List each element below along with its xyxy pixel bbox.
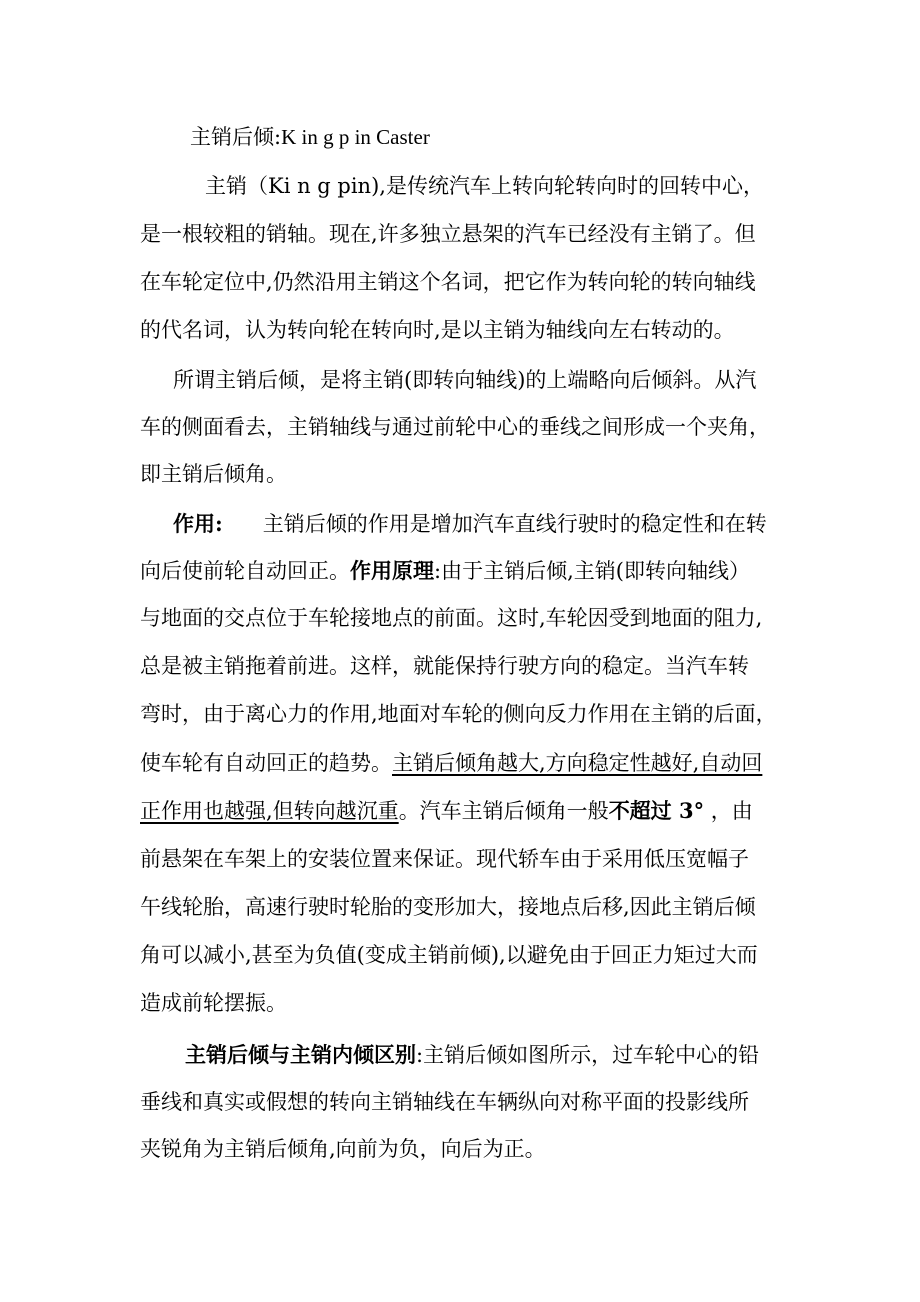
paragraph-2-line-3	[140, 460, 287, 488]
heading-label-en: K in g p in Caster	[281, 125, 430, 149]
paragraph-1-line-3	[140, 268, 756, 296]
text: ，由	[704, 799, 753, 823]
text: 夹锐角为主销后倾角,向前为负，向后为正。	[140, 1137, 546, 1161]
paragraph-3-line-1	[173, 510, 767, 538]
principle-label: 作用原理	[350, 558, 434, 583]
text: 主销后倾的作用是增加汽车直线行驶时的稳定性和在转	[262, 512, 767, 536]
text: 使车轮有自动回正的趋势。	[140, 751, 392, 775]
paragraph-3-line-10	[140, 941, 758, 969]
paragraph-1-line-2	[140, 220, 756, 248]
text: 在车轮定位中,仍然沿用主销这个名词，把它作为转向轮的转向轴线	[140, 270, 756, 294]
text: 总是被主销拖着前进。这样，就能保持行驶方向的稳定。当汽车转	[140, 654, 749, 678]
paragraph-4-line-1	[185, 1041, 759, 1069]
text: 。汽车主销后倾角一般	[398, 799, 609, 823]
paragraph-1-line-4	[140, 316, 735, 344]
text: 午线轮胎，高速行驶时轮胎的变形加大，接地点后移,因此主销后倾	[140, 895, 756, 919]
paragraph-2-line-1	[173, 366, 756, 394]
paragraph-3-line-6	[140, 749, 762, 777]
paragraph-4-line-2	[140, 1088, 749, 1116]
paragraph-3-line-2	[140, 557, 750, 585]
text: 是一根较粗的销轴。现在,许多独立悬架的汽车已经没有主销了。但	[140, 222, 756, 246]
text: 所谓主销后倾，是将主销(即转向轴线)的上端略向后倾斜。从汽	[173, 368, 757, 392]
paragraph-1-line-1	[205, 172, 764, 200]
text: 向后使前轮自动回正。	[140, 559, 350, 583]
text: 弯时，由于离心力的作用,地面对车轮的侧向反力作用在主销的后面，	[140, 702, 777, 726]
text: 造成前轮摆振。	[140, 991, 287, 1015]
paragraph-3-line-3	[140, 604, 762, 632]
heading-label-cn: 主销后倾:	[190, 125, 282, 149]
text: 的代名词，认为转向轮在转向时,是以主销为轴线向左右转动的。	[140, 318, 735, 342]
underlined-text: 主销后倾角越大,方向稳定性越好,自动回	[392, 751, 763, 775]
text: 车的侧面看去，主销轴线与通过前轮中心的垂线之间形成一个夹角，	[140, 415, 770, 439]
section-heading	[190, 123, 430, 151]
paragraph-2-line-2	[140, 413, 770, 441]
underlined-text: 正作用也越强,但转向越沉重	[140, 799, 399, 823]
text: 与地面的交点位于车轮接地点的前面。这时,车轮因受到地面的阻力,	[140, 606, 763, 630]
paragraph-3-line-8	[140, 845, 749, 873]
text: 前悬架在车架上的安装位置来保证。现代轿车由于采用低压宽幅子	[140, 847, 749, 871]
bold-text: 不超过 3°	[608, 798, 705, 823]
paragraph-3-line-11	[140, 989, 287, 1017]
text: :主销后倾如图所示，过车轮中心的铅	[416, 1043, 760, 1067]
text: :由于主销后倾,主销(即转向轴线）	[434, 559, 750, 583]
paragraph-3-line-7	[140, 797, 753, 825]
paragraph-3-line-4	[140, 652, 749, 680]
effect-label: 作用:	[173, 511, 223, 536]
paragraph-3-line-9	[140, 893, 756, 921]
text: 即主销后倾角。	[140, 462, 287, 486]
text: 垂线和真实或假想的转向主销轴线在车辆纵向对称平面的投影线所	[140, 1090, 749, 1114]
text: 主销（Ki n g pin),是传统汽车上转向轮转向时的回转中心，	[205, 174, 764, 198]
text: 角可以减小,甚至为负值(变成主销前倾),以避免由于回正力矩过大而	[140, 943, 758, 967]
paragraph-4-line-3	[140, 1135, 546, 1163]
difference-label: 主销后倾与主销内倾区别	[185, 1042, 416, 1067]
paragraph-3-line-5	[140, 700, 777, 728]
